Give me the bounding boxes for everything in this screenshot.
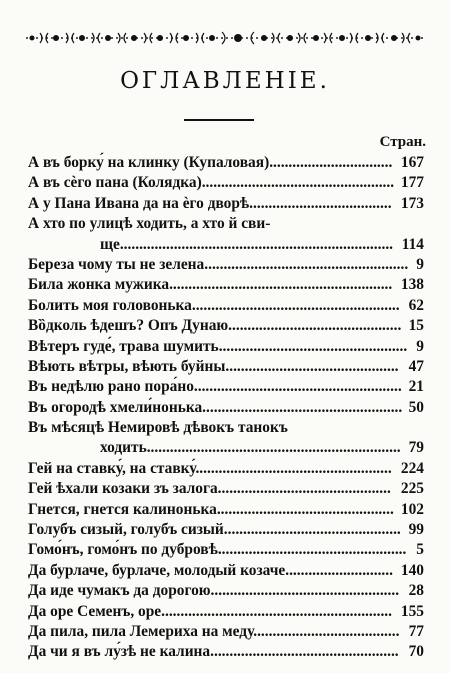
toc-entry xyxy=(28,357,424,377)
toc-entry-title: Береза чому ты не зелена..................................................... xyxy=(28,255,409,273)
toc-entry-page: 155 xyxy=(400,602,424,620)
toc-entry xyxy=(28,622,424,642)
toc-entry-title: Въ огородѣ хмели́нонька.................................................... xyxy=(28,398,403,416)
toc-entry-title: А у Пана Ивана да на ѐго дворѣ..................................... xyxy=(28,194,392,212)
toc-entry xyxy=(28,500,424,520)
toc-entry xyxy=(28,255,424,275)
toc-entry-page: 224 xyxy=(400,459,424,477)
toc-entry xyxy=(28,296,424,316)
toc-entry-page: 79 xyxy=(408,439,424,457)
toc-entry-page: 47 xyxy=(408,357,424,375)
toc-entry-page: 28 xyxy=(408,582,424,600)
toc-entry-title: А хто по улицѣ ходить, а хто й сви- xyxy=(28,215,271,233)
toc-entry xyxy=(28,377,424,397)
toc-entry-page: 9 xyxy=(416,255,424,273)
toc-entry-title: Въ мѣсяцѣ Немировѣ дѣвокъ танокъ xyxy=(28,419,288,437)
toc-entry-title: Гей ѣхали козаки зъ залога............................................. xyxy=(28,480,391,498)
toc-entry xyxy=(28,479,424,499)
toc-entry-page: 102 xyxy=(400,500,424,518)
title-underline xyxy=(184,119,254,121)
toc-entry-page: 138 xyxy=(400,276,424,294)
toc-entry-page: 70 xyxy=(408,643,424,661)
toc-entry-title: Голубъ сизый, голубъ сизый.............................................. xyxy=(28,521,401,539)
toc-entry xyxy=(28,214,424,234)
toc-entry-title: Вѣтеръ гуде́, трава шумить................................................. xyxy=(28,337,408,355)
toc-entry xyxy=(28,540,424,560)
toc-entry-page: 177 xyxy=(400,174,424,192)
toc-entry xyxy=(28,520,424,540)
decorative-border-ornament xyxy=(26,30,424,46)
toc-entry xyxy=(28,173,424,193)
toc-entry-title: Да бурлаче, бурлаче, молодый козаче............................ xyxy=(28,561,393,579)
toc-entry-title: Вȍдколь ѣдешъ? Опъ Дунаю............................................. xyxy=(28,317,402,335)
toc-entry-page: 21 xyxy=(408,378,424,396)
toc-entry xyxy=(28,561,424,581)
toc-entry-page: 140 xyxy=(400,561,424,579)
toc-entry-title: А въ сѐго пана (Колядка).................................................. xyxy=(28,174,395,192)
toc-entry xyxy=(28,194,424,214)
toc-entry-title: ще....................................................................... xyxy=(100,235,394,253)
toc-entry xyxy=(28,398,424,418)
toc-entry-title: Болить моя головонька...................................................... xyxy=(28,296,400,314)
toc-entry xyxy=(28,602,424,622)
toc-entry-page: 15 xyxy=(408,317,424,335)
toc-entry-title: Гнется, гнется калинонька.............................................. xyxy=(28,500,394,518)
toc-entry-page: 225 xyxy=(400,480,424,498)
page-column-label: Стран. xyxy=(379,134,426,150)
toc-entry-page: 99 xyxy=(408,521,424,539)
toc-entry-page: 167 xyxy=(400,154,424,171)
toc-entry-page: 5 xyxy=(416,541,424,559)
page-title: ОГЛАВЛЕНІЕ. xyxy=(120,68,330,94)
toc-entry-title: Гей на ставку́, на ставку́................................................... xyxy=(28,459,392,477)
toc-entry-title: А въ борку́ на клинку (Купаловая)................................ xyxy=(28,154,393,171)
toc-entry-title: Да пила, пила Лемериха на меду...................................... xyxy=(28,622,400,640)
toc-entry-title: Била жонка мужика.......................................................... xyxy=(28,276,393,294)
toc-entry-page: 9 xyxy=(416,337,424,355)
toc-entry-page: 77 xyxy=(408,622,424,640)
toc-entry-title: Гомо́нъ, гомо́нъ по дубровѣ................................................. xyxy=(28,541,407,559)
toc-entry-page: 173 xyxy=(400,194,424,212)
toc-entry-title: Да чи я въ лу́зѣ не калина................................................. xyxy=(28,643,399,661)
toc-entry-title: Вѣють вѣтры, вѣють буйны............................................. xyxy=(28,357,399,375)
toc-entry xyxy=(28,459,424,479)
toc-entry xyxy=(28,418,424,438)
toc-entry-title: Въ недѣлю рано пора́но...................................................... xyxy=(28,378,402,396)
toc-entry xyxy=(28,438,424,458)
toc-entry-page: 114 xyxy=(401,235,424,253)
table-of-contents xyxy=(28,153,424,663)
toc-entry xyxy=(28,275,424,295)
toc-entry-title: Да иде чумакъ да дорогою................................................. xyxy=(28,582,400,600)
toc-entry-page: 50 xyxy=(408,398,424,416)
toc-entry-page: 62 xyxy=(408,296,424,314)
toc-entry xyxy=(28,337,424,357)
toc-entry xyxy=(28,581,424,601)
toc-entry xyxy=(28,153,424,173)
toc-entry-title: Да оре Семенъ, оре............................................................ xyxy=(28,602,392,620)
toc-entry xyxy=(28,235,424,255)
toc-entry-title: ходить.................................................................. xyxy=(100,439,401,457)
toc-entry xyxy=(28,642,424,662)
toc-entry xyxy=(28,316,424,336)
